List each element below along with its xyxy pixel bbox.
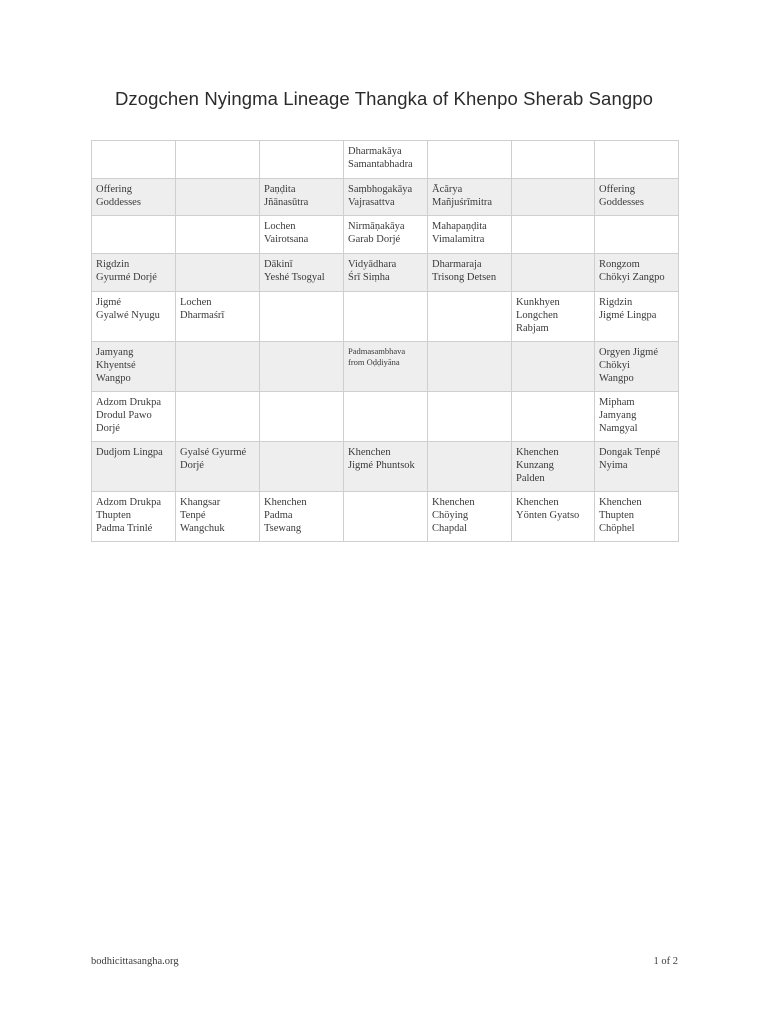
table-cell: Kunkhyen Longchen Rabjam xyxy=(512,292,595,342)
table-cell xyxy=(512,179,595,216)
table-cell: Dharmaraja Trisong Detsen xyxy=(428,254,512,292)
table-row xyxy=(92,216,679,254)
table-cell xyxy=(344,492,428,542)
page-title: Dzogchen Nyingma Lineage Thangka of Khenpo Sherab Sangpo xyxy=(114,88,654,109)
table-cell xyxy=(260,292,344,342)
table-cell xyxy=(260,392,344,442)
table-cell: Padmasambhava from Oḍḍiyāna xyxy=(344,342,428,392)
table-cell xyxy=(344,292,428,342)
table-cell xyxy=(428,442,512,492)
table-cell: Offering Goddesses xyxy=(595,179,679,216)
table-cell xyxy=(512,342,595,392)
page-number: 1 of 2 xyxy=(653,956,678,967)
table-cell: Khenchen Jigmé Phuntsok xyxy=(344,442,428,492)
table-cell xyxy=(595,216,679,254)
table-row xyxy=(92,342,679,392)
table-row xyxy=(92,442,679,492)
table-cell: Khenchen Thupten Chöphel xyxy=(595,492,679,542)
table-cell: Dudjom Lingpa xyxy=(92,442,176,492)
table-cell xyxy=(260,442,344,492)
table-cell: Mahapaṇḍita Vimalamitra xyxy=(428,216,512,254)
table-cell: Khenchen Padma Tsewang xyxy=(260,492,344,542)
table-cell: Jigmé Gyalwé Nyugu xyxy=(92,292,176,342)
table-cell: Adzom Drukpa Thupten Padma Trinlé xyxy=(92,492,176,542)
table-row xyxy=(92,392,679,442)
table-cell: Adzom Drukpa Drodul Pawo Dorjé xyxy=(92,392,176,442)
table-cell: Dongak Tenpé Nyima xyxy=(595,442,679,492)
table-cell: Mipham Jamyang Namgyal xyxy=(595,392,679,442)
table-cell xyxy=(512,141,595,179)
table-row xyxy=(92,179,679,216)
table-cell: Khenchen Chöying Chapdal xyxy=(428,492,512,542)
table-cell xyxy=(176,216,260,254)
table-cell: Khenchen Kunzang Palden xyxy=(512,442,595,492)
table-cell: Ācārya Mañjuśrīmitra xyxy=(428,179,512,216)
table-cell: Gyalsé Gyurmé Dorjé xyxy=(176,442,260,492)
table-cell: Offering Goddesses xyxy=(92,179,176,216)
table-cell xyxy=(428,342,512,392)
table-cell: Rigdzin Gyurmé Dorjé xyxy=(92,254,176,292)
table-cell xyxy=(176,141,260,179)
table-cell: Dharmakāya Samantabhadra xyxy=(344,141,428,179)
table-cell: Rongzom Chökyi Zangpo xyxy=(595,254,679,292)
table-cell: Dākinī Yeshé Tsogyal xyxy=(260,254,344,292)
table-cell xyxy=(92,141,176,179)
table-cell xyxy=(176,179,260,216)
table-cell xyxy=(512,392,595,442)
table-cell xyxy=(176,392,260,442)
table-cell xyxy=(512,254,595,292)
table-cell: Orgyen Jigmé Chökyi Wangpo xyxy=(595,342,679,392)
table-cell xyxy=(176,254,260,292)
table-cell xyxy=(512,216,595,254)
table-cell xyxy=(428,141,512,179)
table-cell xyxy=(176,342,260,392)
table-cell: Rigdzin Jigmé Lingpa xyxy=(595,292,679,342)
table-cell xyxy=(92,216,176,254)
table-row xyxy=(92,292,679,342)
table-cell: Khenchen Yönten Gyatso xyxy=(512,492,595,542)
footer-site: bodhicittasangha.org xyxy=(91,956,179,967)
table-cell: Paṇḍita Jñānasūtra xyxy=(260,179,344,216)
table-cell xyxy=(595,141,679,179)
table-cell: Jamyang Khyentsé Wangpo xyxy=(92,342,176,392)
table-row xyxy=(92,254,679,292)
table-cell xyxy=(260,342,344,392)
table-cell: Nirmāṇakāya Garab Dorjé xyxy=(344,216,428,254)
table-row xyxy=(92,141,679,179)
table-cell xyxy=(260,141,344,179)
table-cell xyxy=(428,392,512,442)
table-row xyxy=(92,492,679,542)
lineage-table xyxy=(91,140,679,542)
table-cell xyxy=(428,292,512,342)
table-cell: Vidyādhara Śrī Siṃha xyxy=(344,254,428,292)
table-cell: Saṃbhogakāya Vajrasattva xyxy=(344,179,428,216)
table-cell: Lochen Dharmaśrī xyxy=(176,292,260,342)
table-cell: Khangsar Tenpé Wangchuk xyxy=(176,492,260,542)
table-cell xyxy=(344,392,428,442)
table-cell: Lochen Vairotsana xyxy=(260,216,344,254)
